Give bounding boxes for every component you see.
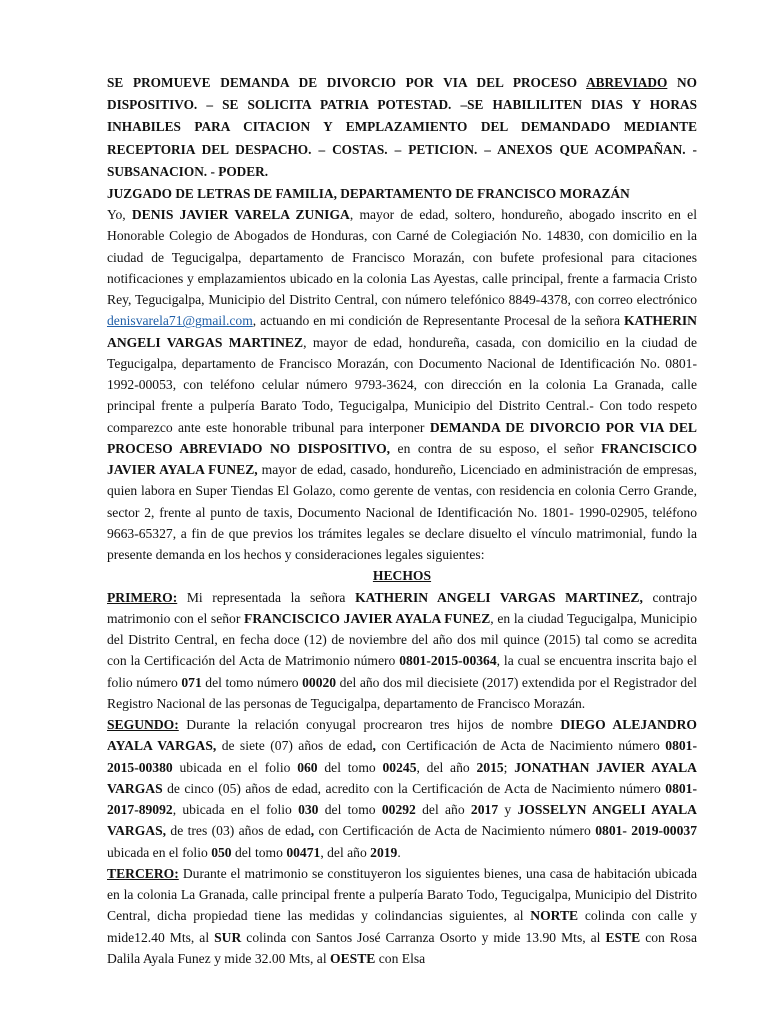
intro-text: , mayor de edad, soltero, hondureño, abogado inscrito en el Honorable Colegio de Abogados de Honduras, con Carné de Colegiación No. 14830, con domicilio en la ciudad de Tegucigalpa, departamento de Francisco Morazán, con bufete profesional para citaciones notificaciones y emplazamientos ubicado en la colonia Las Ayestas, calle principal, frente a farmacia Cristo Rey, Tegucigalpa, Municipio del Distrito Central, con número telefónico 8849-4378, con correo electrónico <box>107 207 697 308</box>
bold-run: JOSSELYN ANGELI AYALA VARGAS, <box>107 802 698 839</box>
bold-run: 2017 <box>470 802 499 818</box>
text-run: , la cual se encuentra inscrita bajo el folio número <box>107 653 697 690</box>
text-run: ubicada en el folio <box>107 844 212 860</box>
text-run: con Certificación de Acta de Nacimiento número <box>375 738 666 754</box>
bold-run: 2019 <box>370 844 398 860</box>
text-run: , ubicada en el folio <box>172 802 299 818</box>
text-run: del tomo <box>317 759 383 775</box>
bold-run: DIEGO ALEJANDRO AYALA VARGAS, <box>107 717 697 754</box>
intro-text: en contra de su esposo, el señor <box>390 440 602 456</box>
text-run: con Certificación de Acta de Nacimiento número <box>314 823 596 839</box>
bold-run: 060 <box>297 759 318 775</box>
intro-text: Yo, <box>107 207 132 223</box>
text-run: de cinco (05) años de edad, acredito con la Certificación de Acta de Nacimiento número <box>162 780 666 796</box>
text-run: ; <box>503 759 515 775</box>
bold-run: ESTE <box>605 929 641 945</box>
segundo-paragraph <box>107 714 697 863</box>
bold-run: 00245 <box>382 759 417 775</box>
bold-run: 2015 <box>476 759 504 775</box>
title-underlined-word: ABREVIADO <box>586 75 668 90</box>
text-run: del tomo <box>318 802 382 818</box>
text-run: Durante el matrimonio se constituyeron los siguientes bienes, una casa de habitación ubicada en la colonia La Granada, calle principal frente a pulpería Barato Todo, Tegucigalpa, Municipio del Distrito Central, dicha propiedad tiene las medidas y colindancias siguientes, al <box>107 865 697 924</box>
text-run: del tomo <box>231 844 287 860</box>
bold-run: 0801- 2019-00037 <box>595 823 697 839</box>
text-run: de siete (07) años de edad <box>216 738 373 754</box>
court-heading: JUZGADO DE LETRAS DE FAMILIA, DEPARTAMENTO DE FRANCISCO MORAZÁN <box>107 186 630 202</box>
text-run: ubicada en el folio <box>172 759 298 775</box>
hechos-heading: HECHOS <box>372 568 432 584</box>
bold-run: , <box>310 823 315 839</box>
intro-text: , actuando en mi condición de Representante Procesal de la señora <box>252 313 624 329</box>
bold-run: 00020 <box>302 674 337 690</box>
bold-run: SUR <box>214 929 242 945</box>
bold-run: 030 <box>298 802 319 818</box>
text-run: del tomo número <box>201 674 303 690</box>
bold-run: 00471 <box>286 844 321 860</box>
intro-text: , mayor de edad, hondureña, casada, con domicilio en la ciudad de Tegucigalpa, departamento de Francisco Morazán, con Documento Nacional de Identificación No. 0801-1992-00053, con teléfono celular número 9793-3624, con dirección en la colonia La Granada, calle principal frente a pulpería Barato Todo, Tegucigalpa, Municipio del Distrito Central.- Con todo respeto comparezco ante este honorable tribunal para interponer <box>107 334 697 435</box>
bold-run: 0801-2017-89092 <box>107 780 697 818</box>
text-run: . <box>397 844 401 860</box>
bold-run: 0801-2015-00364 <box>399 653 497 669</box>
text-run: contrajo matrimonio con el señor <box>107 589 698 626</box>
text-run: del año dos mil diecisiete (2017) extendida por el Registrador del Registro Nacional de las personas de Tegucigalpa, departamento de Francisco Morazán. <box>107 674 698 711</box>
bold-run: 00292 <box>381 802 416 818</box>
intro-text: mayor de edad, casado, hondureño, Licenciado en administración de empresas, quien labora en Super Tiendas El Golazo, como gerente de ventas, con residencia en colonia Cerro Grande, sector 2, frente al punto de taxis, Documento Nacional de Identificación No. 1801- 1990-02905, teléfono 9663-65327, a fin de que previos los trámites legales se declare disuelto el vínculo matrimonial, fundo la presente demanda en los hechos y consideraciones legales siguientes: <box>107 462 697 563</box>
text-run: Mi representada la señora <box>177 589 356 605</box>
text-run: con Elsa <box>375 950 426 966</box>
email-link[interactable]: denisvarela71@gmail.com <box>107 313 253 329</box>
text-run: , del año <box>320 844 371 860</box>
bold-run: OESTE <box>330 950 376 966</box>
title-part-3: NO DISPOSITIVO. – SE SOLICITA PATRIA POTESTAD. –SE HABILILITEN DIAS Y HORAS INHABILES PARA CITACION Y EMPLAZAMIENTO DEL DEMANDADO MEDIANTE RECEPTORIA DEL DESPACHO. – COSTAS. – PETICION. – ANEXOS QUE ACOMPAÑAN. - SUBSANACION. - PODER. <box>107 75 697 179</box>
text-run: con Rosa Dalila Ayala Funez y mide 32.00 Mts, al <box>107 929 697 966</box>
tercero-label: TERCERO: <box>107 865 179 881</box>
primero-paragraph <box>107 587 697 715</box>
text-run: de tres (03) años de edad <box>166 823 311 839</box>
text-run: Durante la relación conyugal procrearon tres hijos de nombre <box>178 717 561 733</box>
primero-label: PRIMERO: <box>107 589 178 605</box>
segundo-label: SEGUNDO: <box>107 717 179 733</box>
bold-run: 071 <box>181 674 202 690</box>
text-run: , en la ciudad Tegucigalpa, Municipio del Distrito Central, en fecha doce (12) de noviembre del año dos mil quince (2015) tal como se acredita con la Certificación del Acta de Matrimonio número <box>107 610 697 669</box>
title-part-1: SE PROMUEVE DEMANDA DE DIVORCIO POR VIA DEL PROCESO <box>107 75 587 90</box>
intro-paragraph <box>107 204 697 565</box>
tercero-paragraph <box>107 863 697 969</box>
bold-run: KATHERIN ANGELI VARGAS MARTINEZ, <box>355 589 643 605</box>
text-run: colinda con Santos José Carranza Osorto y mide 13.90 Mts, al <box>241 929 606 945</box>
defendant-name: FRANCISCICO JAVIER AYALA FUNEZ, <box>107 440 698 478</box>
text-run: , del año <box>416 759 477 775</box>
document-title <box>107 72 697 183</box>
bold-run: FRANCISCICO JAVIER AYALA FUNEZ <box>244 610 491 626</box>
bold-run: JONATHAN JAVIER AYALA VARGAS <box>107 759 697 796</box>
bold-run: 050 <box>211 844 232 860</box>
bold-run: , <box>372 738 376 754</box>
text-run: y <box>498 802 518 818</box>
bold-run: 0801-2015-00380 <box>107 738 697 775</box>
text-run: del año <box>415 802 471 818</box>
text-run: colinda con calle y mide12.40 Mts, al <box>107 908 697 945</box>
title-text <box>107 72 697 183</box>
client-name: KATHERIN ANGELI VARGAS MARTINEZ <box>107 313 697 350</box>
attorney-name: DENIS JAVIER VARELA ZUNIGA <box>131 207 350 223</box>
claim-title: DEMANDA DE DIVORCIO POR VIA DEL PROCESO ABREVIADO NO DISPOSITIVO, <box>107 419 697 456</box>
bold-run: NORTE <box>530 908 579 924</box>
